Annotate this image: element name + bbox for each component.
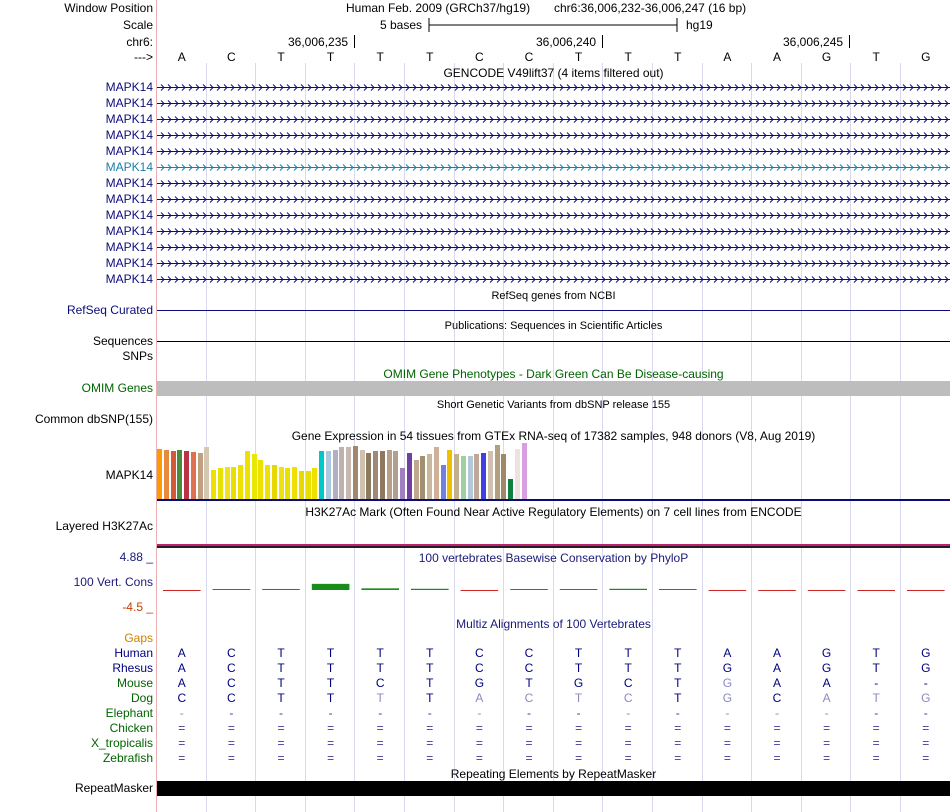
alignment-base: = (723, 751, 731, 765)
base-letter: T (674, 50, 682, 64)
gene-feature[interactable] (157, 274, 950, 285)
alignment-base: T (872, 691, 880, 705)
gene-label[interactable]: MAPK14 (105, 144, 153, 158)
coord-label: 36,006,245 (783, 35, 844, 49)
gtex-tissue-bar[interactable] (400, 468, 405, 499)
alignment-base: T (376, 646, 384, 660)
alignment-base: C (227, 691, 236, 705)
gtex-tissue-bar[interactable] (380, 451, 385, 499)
base-letter: A (723, 50, 732, 64)
gaps-label[interactable]: Gaps (124, 631, 153, 645)
conservation-ymax-label: 4.88 _ (119, 550, 153, 564)
alignment-base: G (722, 691, 733, 705)
alignment-base: - (576, 706, 581, 720)
alignment-base: G (921, 661, 931, 675)
alignment-base: = (178, 751, 186, 765)
gtex-tissue-bar[interactable] (495, 445, 500, 499)
gtex-tissue-bar[interactable] (191, 452, 196, 499)
alignment-base: = (178, 736, 186, 750)
snps-label[interactable]: SNPs (122, 349, 153, 363)
gene-label[interactable]: MAPK14 (105, 112, 153, 126)
gtex-tissue-bar[interactable] (346, 447, 351, 499)
alignment-base: A (177, 646, 186, 660)
alignment-base: - (923, 706, 928, 720)
alignment-base: T (525, 676, 533, 690)
alignment-base: - (328, 706, 333, 720)
gtex-tissue-bar[interactable] (157, 449, 162, 499)
gene-label[interactable]: MAPK14 (105, 224, 153, 238)
gtex-tissue-bar[interactable] (407, 453, 412, 499)
alignment-base: - (527, 706, 531, 720)
alignment-base: = (277, 721, 285, 735)
base-letter: A (772, 50, 781, 64)
gtex-tissue-bar[interactable] (353, 446, 358, 499)
gtex-tissue-bar[interactable] (501, 454, 506, 499)
h3k27ac-signal-bottom (157, 546, 950, 548)
gtex-tissue-bar[interactable] (461, 456, 466, 499)
gtex-tissue-bar[interactable] (515, 449, 520, 499)
assembly-text: Human Feb. 2009 (GRCh37/hg19) (346, 1, 531, 15)
coord-tick (354, 35, 355, 48)
alignment-base: C (524, 646, 534, 660)
alignment-base: = (525, 736, 533, 750)
alignment-base: A (177, 661, 186, 675)
alignment-base: A (772, 676, 781, 690)
alignment-base: T (872, 661, 880, 675)
gtex-tissue-bar[interactable] (245, 451, 250, 499)
refseq-gene-line[interactable] (157, 310, 950, 311)
alignment-base: C (177, 691, 187, 705)
gtex-tissue-bar[interactable] (522, 443, 527, 499)
h3k27ac-track-title[interactable]: H3K27Ac Mark (Often Found Near Active Regulatory Elements) on 7 cell lines from ENCODE (305, 505, 802, 519)
alignment-base: T (872, 646, 880, 660)
species-label[interactable]: Rhesus (112, 661, 153, 675)
gtex-tissue-bar[interactable] (393, 451, 398, 499)
gene-feature[interactable] (157, 178, 950, 189)
alignment-base: = (575, 736, 583, 750)
alignment-base: A (723, 646, 732, 660)
gene-feature[interactable] (157, 82, 950, 93)
alignment-base: T (277, 691, 285, 705)
phylop-score-bar (411, 589, 449, 590)
alignment-base: - (626, 706, 631, 720)
position-text: chr6:36,006,232-36,006,247 (16 bp) (554, 1, 747, 15)
alignment-base: T (624, 646, 632, 660)
alignment-base: T (277, 676, 285, 690)
multiz-track-title[interactable]: Multiz Alignments of 100 Vertebrates (456, 617, 651, 631)
gtex-tissue-bar[interactable] (204, 447, 209, 499)
alignment-base: = (426, 751, 434, 765)
alignment-base: = (674, 721, 682, 735)
alignment-base: C (772, 691, 782, 705)
gtex-tissue-bar[interactable] (238, 465, 243, 499)
gtex-tissue-bar[interactable] (414, 460, 419, 499)
alignment-base: T (574, 646, 583, 660)
alignment-base: = (475, 721, 483, 735)
alignment-base: - (874, 676, 879, 690)
alignment-base: - (477, 706, 482, 720)
gene-feature[interactable] (157, 210, 950, 221)
gene-label[interactable]: MAPK14 (105, 208, 153, 222)
species-label[interactable]: Dog (130, 691, 153, 705)
coord-tick (602, 35, 603, 48)
phylop-score-bar (461, 590, 499, 591)
alignment-base: C (227, 661, 236, 675)
alignment-base: = (624, 721, 632, 735)
omim-feature-bar[interactable] (157, 381, 950, 396)
alignment-base: = (624, 751, 632, 765)
phylop-score-bar (659, 589, 697, 590)
alignment-base: = (723, 736, 731, 750)
alignment-base: = (773, 751, 781, 765)
alignment-base: T (426, 691, 434, 705)
alignment-base: = (376, 751, 384, 765)
gtex-bar-chart[interactable] (157, 443, 950, 499)
alignment-base: = (227, 751, 235, 765)
conservation-track-title[interactable]: 100 vertebrates Basewise Conservation by PhyloP (418, 551, 689, 565)
alignment-base: = (823, 751, 831, 765)
sequences-label[interactable]: Sequences (92, 334, 153, 348)
alignment-base: C (227, 676, 236, 690)
gene-feature[interactable] (157, 98, 950, 109)
gtex-tissue-bar[interactable] (454, 454, 459, 499)
gtex-tissue-bar[interactable] (265, 465, 270, 499)
coord-tick (849, 35, 850, 48)
gtex-tissue-bar[interactable] (285, 468, 290, 499)
alignment-base: C (524, 661, 534, 675)
alignment-base: T (574, 661, 583, 675)
phylop-score-bar (361, 588, 399, 590)
alignment-base: C (375, 676, 385, 690)
gtex-tissue-bar[interactable] (231, 467, 236, 499)
alignment-base: = (327, 751, 335, 765)
alignment-base: C (475, 646, 484, 660)
alignment-base: = (327, 736, 335, 750)
alignment-base: A (772, 661, 781, 675)
gtex-tissue-bar[interactable] (171, 451, 176, 499)
alignment-base: - (874, 706, 879, 720)
gtex-track-title[interactable]: Gene Expression in 54 tissues from GTEx RNA-seq of 17382 samples, 948 donors (V8, Aug 2019) (291, 429, 816, 443)
phylop-score-bar (808, 590, 846, 591)
phylop-score-bar (907, 590, 945, 591)
h3k27ac-label[interactable]: Layered H3K27Ac (55, 519, 153, 533)
gene-label[interactable]: MAPK14 (105, 96, 153, 110)
gene-label[interactable]: MAPK14 (105, 240, 153, 254)
alignment-base: G (722, 661, 733, 675)
alignment-base: = (872, 736, 880, 750)
gene-label[interactable]: MAPK14 (105, 160, 153, 174)
repeatmasker-feature-bar[interactable] (157, 781, 950, 796)
alignment-base: T (674, 691, 682, 705)
alignment-base: = (773, 736, 781, 750)
gtex-tissue-bar[interactable] (481, 453, 486, 499)
gtex-tissue-bar[interactable] (279, 467, 284, 499)
alignment-base: T (277, 661, 285, 675)
gene-label[interactable]: MAPK14 (105, 128, 153, 142)
gene-feature[interactable] (157, 258, 950, 269)
conservation-plot[interactable] (157, 565, 950, 611)
gtex-tissue-bar[interactable] (441, 465, 446, 499)
alignment-base: = (227, 721, 235, 735)
alignment-base: - (378, 706, 383, 720)
gtex-tissue-bar[interactable] (225, 467, 230, 499)
phylop-score-bar (312, 584, 350, 590)
db-text: hg19 (686, 18, 713, 32)
alignment-base: = (426, 736, 434, 750)
alignment-base: = (376, 721, 384, 735)
base-letter: T (426, 50, 434, 64)
phylop-score-bar (758, 590, 796, 591)
gtex-tissue-bar[interactable] (508, 479, 513, 499)
alignment-base: = (872, 751, 880, 765)
alignment-base: - (725, 706, 730, 720)
base-letter: T (872, 50, 880, 64)
gtex-tissue-bar[interactable] (427, 454, 432, 499)
gtex-tissue-bar[interactable] (420, 456, 425, 499)
gtex-tissue-bar[interactable] (468, 456, 473, 499)
alignment-base: = (277, 751, 285, 765)
alignment-base: T (574, 691, 583, 705)
alignment-base: G (573, 676, 584, 690)
refseq-track-title[interactable]: RefSeq genes from NCBI (491, 290, 616, 302)
alignment-base: = (475, 751, 483, 765)
alignment-base: = (426, 721, 434, 735)
alignment-base: C (623, 691, 633, 705)
strand-arrow-label[interactable]: ---> (134, 50, 153, 64)
omim-label[interactable]: OMIM Genes (81, 381, 153, 395)
alignment-base: = (922, 721, 930, 735)
species-label[interactable]: Elephant (105, 706, 153, 720)
gtex-tissue-bar[interactable] (360, 450, 365, 499)
phylop-score-bar (560, 589, 598, 590)
species-label[interactable]: X_tropicalis (90, 736, 153, 750)
repeatmasker-track-title[interactable]: Repeating Elements by RepeatMasker (450, 767, 657, 781)
alignment-base: = (922, 736, 930, 750)
alignment-base: T (277, 646, 285, 660)
species-label[interactable]: Human (114, 646, 153, 660)
gtex-tissue-bar[interactable] (326, 451, 331, 499)
gtex-tissue-bar[interactable] (164, 450, 169, 499)
gene-label[interactable]: MAPK14 (105, 272, 153, 286)
dbsnp-label[interactable]: Common dbSNP(155) (34, 412, 153, 426)
alignment-base: T (326, 691, 335, 705)
gene-feature[interactable] (157, 114, 950, 125)
base-letter: C (524, 50, 534, 64)
gtex-tissue-bar[interactable] (434, 447, 439, 499)
alignment-base: T (376, 661, 384, 675)
gene-feature[interactable] (157, 162, 950, 173)
alignment-base: A (822, 676, 831, 690)
gene-feature[interactable] (157, 130, 950, 141)
alignment-base: G (921, 691, 931, 705)
phylop-score-bar (163, 590, 201, 591)
conservation-ymin-label: -4.5 _ (122, 600, 153, 614)
phylop-score-bar (262, 589, 300, 590)
alignment-base: G (821, 646, 832, 660)
alignment-base: = (872, 721, 880, 735)
gtex-tissue-bar[interactable] (211, 470, 216, 499)
alignment-base: T (674, 661, 682, 675)
alignment-base: C (623, 676, 633, 690)
gtex-tissue-bar[interactable] (373, 451, 378, 499)
alignment-base: - (675, 706, 680, 720)
gtex-tissue-bar[interactable] (272, 465, 277, 499)
conservation-label[interactable]: 100 Vert. Cons (73, 575, 153, 589)
gtex-tissue-bar[interactable] (218, 468, 223, 499)
gtex-tissue-bar[interactable] (198, 453, 203, 499)
phylop-score-bar (857, 590, 895, 591)
gtex-label[interactable]: MAPK14 (105, 468, 153, 482)
gene-label[interactable]: MAPK14 (105, 80, 153, 94)
scale-text: 5 bases (380, 18, 423, 32)
gtex-tissue-bar[interactable] (312, 468, 317, 499)
gene-feature[interactable] (157, 146, 950, 157)
refseq-label[interactable]: RefSeq Curated (66, 303, 153, 317)
gtex-tissue-bar[interactable] (488, 451, 493, 499)
base-letter: C (227, 50, 236, 64)
alignment-base: A (822, 691, 831, 705)
gene-feature[interactable] (157, 226, 950, 237)
gene-label[interactable]: MAPK14 (105, 192, 153, 206)
repeatmasker-label[interactable]: RepeatMasker (74, 781, 153, 795)
base-letter: C (475, 50, 484, 64)
gene-label[interactable]: MAPK14 (105, 256, 153, 270)
alignment-base: A (177, 676, 186, 690)
alignment-base: = (277, 736, 285, 750)
alignment-base: = (525, 751, 533, 765)
species-label[interactable]: Mouse (116, 676, 153, 690)
alignment-base: T (624, 661, 632, 675)
gtex-tissue-bar[interactable] (339, 447, 344, 499)
alignment-base: = (773, 721, 781, 735)
species-label[interactable]: Chicken (109, 721, 153, 735)
species-label[interactable]: Zebrafish (102, 751, 153, 765)
scale-label: Scale (122, 18, 153, 32)
base-letter: G (821, 50, 832, 64)
alignment-base: = (624, 736, 632, 750)
alignment-base: = (922, 751, 930, 765)
coord-label: 36,006,240 (536, 35, 597, 49)
alignment-base: A (475, 691, 484, 705)
alignment-base: - (824, 706, 829, 720)
alignment-base: C (524, 691, 534, 705)
gtex-tissue-bar[interactable] (366, 453, 371, 499)
dbsnp-track-title[interactable]: Short Genetic Variants from dbSNP release 155 (436, 399, 671, 411)
gene-label[interactable]: MAPK14 (105, 176, 153, 190)
gtex-tissue-bar[interactable] (319, 451, 324, 499)
base-letter: T (326, 50, 335, 64)
alignment-base: T (326, 661, 335, 675)
phylop-score-bar (609, 589, 647, 590)
base-letter: T (277, 50, 285, 64)
phylop-score-bar (709, 590, 747, 591)
alignment-base: = (823, 736, 831, 750)
phylop-score-bar (510, 589, 548, 590)
alignment-base: T (426, 676, 434, 690)
alignment-base: T (326, 676, 335, 690)
alignment-base: = (178, 721, 186, 735)
gtex-tissue-bar[interactable] (292, 467, 297, 499)
alignment-base: = (327, 721, 335, 735)
gtex-tissue-bar[interactable] (333, 450, 338, 499)
alignment-base: T (426, 661, 434, 675)
alignment-base: T (674, 646, 682, 660)
window-position-label: Window Position (64, 1, 153, 15)
alignment-base: = (674, 751, 682, 765)
alignment-base: C (227, 646, 236, 660)
alignment-base: G (921, 646, 931, 660)
alignment-base: = (227, 736, 235, 750)
gtex-tissue-bar[interactable] (387, 450, 392, 499)
gtex-tissue-bar[interactable] (252, 454, 257, 499)
alignment-base: G (722, 676, 733, 690)
base-letter: T (574, 50, 583, 64)
alignment-base: T (674, 676, 682, 690)
publications-track-title[interactable]: Publications: Sequences in Scientific Articles (444, 320, 663, 332)
gencode-track-title[interactable]: GENCODE V49lift37 (4 items filtered out) (443, 66, 664, 80)
phylop-score-bar (213, 589, 251, 590)
alignment-base: = (575, 751, 583, 765)
gtex-tissue-bar[interactable] (177, 450, 182, 499)
alignment-base: G (821, 661, 832, 675)
alignment-base: - (179, 706, 184, 720)
scale-bar (428, 17, 680, 33)
publications-line[interactable] (157, 341, 950, 342)
alignment-base: T (426, 646, 434, 660)
alignment-base: T (376, 691, 384, 705)
alignment-base: = (575, 721, 583, 735)
base-letter: A (177, 50, 186, 64)
gtex-tissue-bar[interactable] (474, 454, 479, 499)
alignment-base: A (772, 646, 781, 660)
gtex-baseline (157, 499, 950, 501)
alignment-base: = (376, 736, 384, 750)
omim-track-title[interactable]: OMIM Gene Phenotypes - Dark Green Can Be Disease-causing (383, 367, 724, 381)
gtex-tissue-bar[interactable] (447, 450, 452, 499)
base-letter: G (921, 50, 931, 64)
base-letter: T (624, 50, 632, 64)
alignment-base: - (427, 706, 432, 720)
alignment-base: C (475, 661, 484, 675)
gtex-tissue-bar[interactable] (184, 451, 189, 499)
chrom-label: chr6: (126, 35, 153, 49)
alignment-base: = (525, 721, 533, 735)
coord-label: 36,006,235 (288, 35, 349, 49)
gtex-tissue-bar[interactable] (258, 460, 263, 499)
gene-feature[interactable] (157, 242, 950, 253)
gtex-tissue-bar[interactable] (306, 471, 311, 499)
alignment-base: = (823, 721, 831, 735)
alignment-base: - (923, 676, 928, 690)
alignment-base: = (674, 736, 682, 750)
alignment-base: - (229, 706, 234, 720)
alignment-base: G (474, 676, 485, 690)
alignment-base: = (723, 721, 731, 735)
alignment-base: = (475, 736, 483, 750)
base-letter: T (376, 50, 384, 64)
gtex-tissue-bar[interactable] (299, 471, 304, 499)
gene-feature[interactable] (157, 194, 950, 205)
alignment-base: - (775, 706, 779, 720)
alignment-base: - (279, 706, 283, 720)
alignment-base: T (326, 646, 335, 660)
